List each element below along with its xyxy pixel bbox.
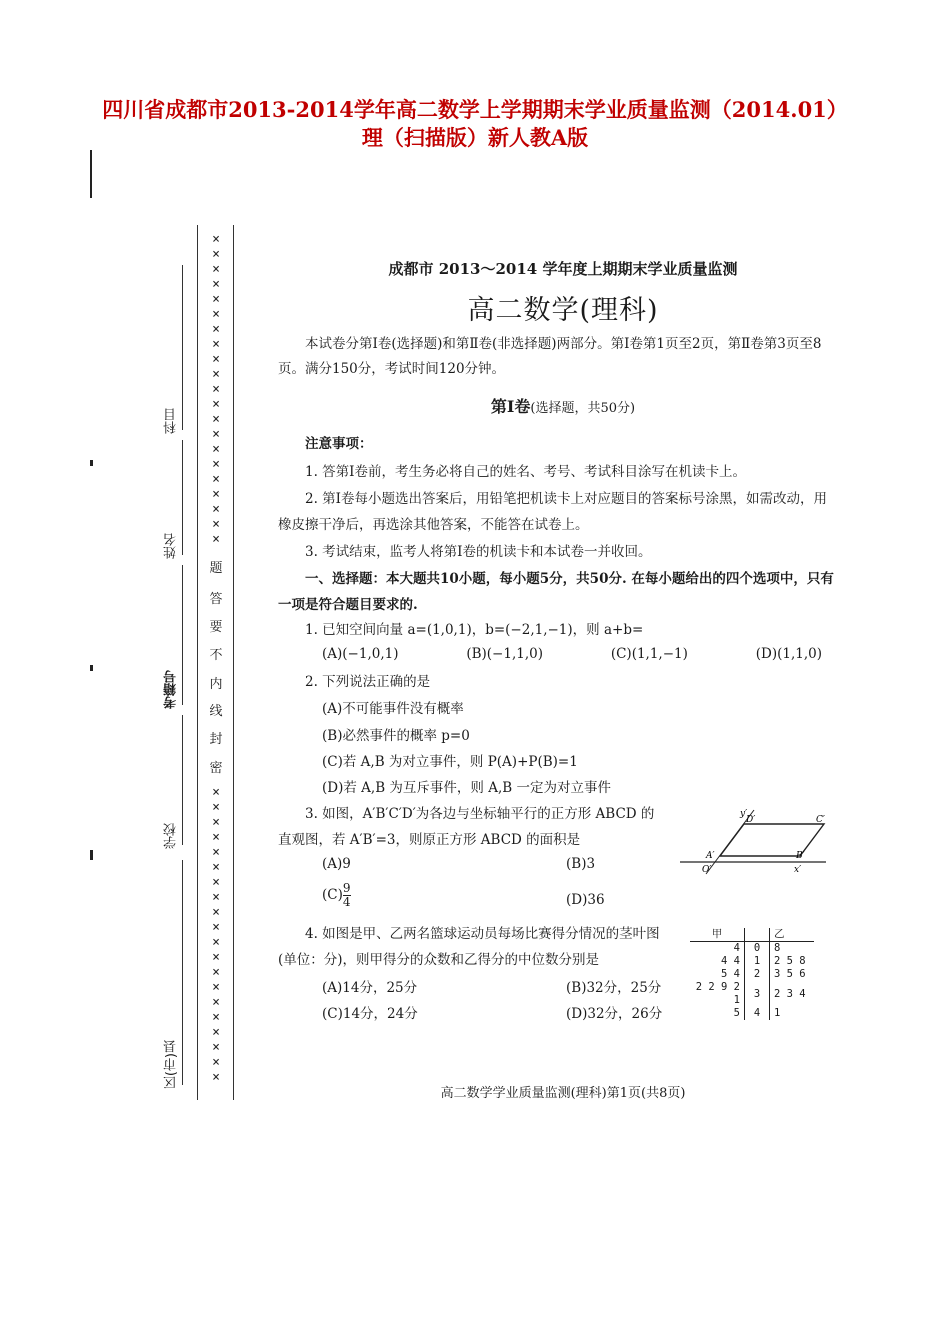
x-mark: × [212, 890, 220, 905]
seal-char: 封 [209, 732, 223, 747]
stem-leaf-stem: 2 [745, 968, 770, 981]
stem-leaf-row [690, 955, 814, 968]
stem-leaf-right: 3 5 6 [774, 968, 806, 980]
question-1-options [322, 646, 822, 662]
document-title-line2: 理（扫描版）新人教A版 [361, 125, 589, 150]
label-y: y′ [740, 809, 748, 819]
option: (B)(−1,1,0) [466, 646, 543, 662]
oblique-square-figure [676, 806, 836, 878]
option: (C)14分，24分 [322, 1006, 418, 1022]
stem-leaf-row [690, 968, 814, 981]
question-1: 1. 已知空间向量 a=(1,0,1)，b=(−2,1,−1)，则 a+b= [305, 622, 644, 638]
x-mark: × [212, 247, 220, 262]
exam-header: 成都市 2013～2014 学年度上期期末学业质量监测 [388, 260, 738, 278]
label-c: C′ [816, 815, 825, 825]
question-4-line1: 4. 如图是甲、乙两名篮球运动员每场比赛得分情况的茎叶图 [305, 926, 660, 942]
option: (B)必然事件的概率 p=0 [322, 728, 470, 744]
x-mark: × [212, 322, 220, 337]
x-mark: × [212, 950, 220, 965]
document-title-line1: 四川省成都市2013-2014学年高二数学上学期期末学业质量监测（2014.01） [102, 97, 848, 122]
field-label: 区(市)县 [164, 1039, 179, 1089]
stem-leaf-stem: 0 [745, 942, 770, 956]
option: (D)32分，26分 [566, 1006, 663, 1022]
x-mark: × [212, 980, 220, 995]
seal-char: 答 [209, 592, 223, 607]
x-mark: × [212, 830, 220, 845]
x-mark: × [212, 1040, 220, 1055]
x-mark: × [212, 307, 220, 322]
stem-leaf-left: 2 2 9 2 1 [695, 981, 740, 1006]
field-school [148, 715, 198, 849]
x-mark: × [212, 262, 220, 277]
field-subject [148, 265, 198, 434]
stem-leaf-right: 8 [774, 942, 781, 954]
x-mark: × [212, 965, 220, 980]
stem-leaf-row [690, 942, 814, 956]
option: (A)9 [322, 856, 351, 872]
stem-leaf-stem: 4 [745, 1007, 770, 1020]
stem-leaf-row [690, 981, 814, 1007]
x-mark: × [212, 905, 220, 920]
x-mark: × [212, 1055, 220, 1070]
x-mark: × [212, 442, 220, 457]
seal-char: 题 [209, 561, 223, 576]
x-mark: × [212, 412, 220, 427]
x-mark: × [212, 472, 220, 487]
seal-char: 不 [209, 648, 223, 663]
option: (C)(1,1,−1) [610, 646, 688, 662]
x-mark: × [212, 800, 220, 815]
option: (D)若 A,B 为互斥事件，则 A,B 一定为对立事件 [322, 780, 611, 796]
document-title [0, 96, 950, 152]
field-name [148, 440, 198, 559]
stem-leaf-left: 4 [733, 942, 740, 954]
option: (A)不可能事件没有概率 [322, 701, 464, 717]
x-mark: × [212, 1070, 220, 1085]
scan-mark [90, 150, 92, 198]
stem-leaf-left: 4 4 [721, 955, 740, 967]
scan-mark [90, 460, 93, 466]
fraction: $\frac{9}{4}$ [342, 881, 351, 909]
label-o: O′ [702, 865, 712, 875]
x-mark: × [212, 427, 220, 442]
x-mark: × [212, 292, 220, 307]
field-label: 姓名 [164, 533, 179, 559]
notice-item: 2. 第Ⅰ卷每小题选出答案后，用铅笔把机读卡上对应题目的答案标号涂黑，如需改动，用橡皮擦干净后，再选涂其他答案，不能答在试卷上。 [278, 491, 828, 533]
option: (D)36 [566, 892, 605, 908]
field-district [148, 860, 198, 1089]
x-mark: × [212, 1010, 220, 1025]
stem-leaf-right: 1 [774, 1007, 781, 1019]
exam-subject: 高二数学(理科) [467, 295, 659, 326]
notice-item: 1. 答第Ⅰ卷前，考生务必将自己的姓名、考号、考试科目涂写在机读卡上。 [305, 464, 747, 480]
seal-char: 要 [209, 620, 223, 635]
scan-mark [90, 665, 93, 671]
question-4-line2: (单位：分)，则甲得分的众数和乙得分的中位数分别是 [278, 952, 600, 968]
stem-leaf-left: 5 [733, 1007, 740, 1019]
section-heading: 一、选择题：本大题共10小题，每小题5分，共50分. 在每小题给出的四个选项中，只有一项是符合题目要求的. [278, 571, 834, 613]
x-mark: × [212, 875, 220, 890]
label-b: B′ [796, 851, 805, 861]
label-x: x′ [794, 865, 802, 875]
label-a: A′ [706, 851, 715, 861]
x-mark: × [212, 785, 220, 800]
exam-intro: 本试卷分第Ⅰ卷(选择题)和第Ⅱ卷(非选择题)两部分。第Ⅰ卷第1页至2页，第Ⅱ卷第3页至8页。满分150分，考试时间120分钟。 [278, 336, 822, 377]
x-mark: × [212, 352, 220, 367]
seal-char: 内 [209, 677, 223, 692]
stem-leaf-right: 2 3 4 [774, 987, 806, 1000]
option: (B)32分，25分 [566, 980, 662, 996]
seal-char: 密 [209, 761, 223, 776]
x-mark: × [212, 995, 220, 1010]
option: (C)若 A,B 为对立事件，则 P(A)+P(B)=1 [322, 754, 578, 770]
x-mark: × [212, 920, 220, 935]
x-mark: × [212, 1025, 220, 1040]
option: (A)(−1,0,1) [322, 646, 399, 662]
stem-leaf-stem: 3 [745, 981, 770, 1007]
field-exam-number [148, 565, 198, 709]
x-column-bottom [205, 785, 227, 1095]
margin-line-inner [233, 225, 234, 1100]
stem-leaf-left: 5 4 [721, 968, 740, 980]
x-mark: × [212, 277, 220, 292]
label-d: D′ [746, 815, 756, 825]
notice-item: 3. 考试结束，监考人将第Ⅰ卷的机读卡和本试卷一并收回。 [305, 544, 652, 560]
stem-leaf-header-right: 乙 [770, 928, 815, 942]
stem-leaf-header-left: 甲 [690, 928, 745, 942]
question-2: 2. 下列说法正确的是 [305, 674, 431, 690]
question-3-line2: 直观图，若 A′B′=3，则原正方形 ABCD 的面积是 [278, 832, 581, 848]
x-mark: × [212, 517, 220, 532]
stem-leaf-plot [690, 928, 830, 1020]
x-mark: × [212, 367, 220, 382]
option: (B)3 [566, 856, 596, 872]
x-mark: × [212, 457, 220, 472]
x-mark: × [212, 232, 220, 247]
x-mark: × [212, 487, 220, 502]
x-mark: × [212, 845, 220, 860]
stem-leaf-right: 2 5 8 [774, 955, 806, 967]
field-label: 学校 [164, 823, 179, 849]
x-mark: × [212, 860, 220, 875]
x-mark: × [212, 337, 220, 352]
notice-title: 注意事项： [305, 436, 373, 452]
scan-mark [90, 850, 93, 860]
stem-leaf-row [690, 1007, 814, 1020]
x-mark: × [212, 532, 220, 547]
question-3-line1: 3. 如图，A′B′C′D′为各边与坐标轴平行的正方形 ABCD 的 [305, 806, 655, 822]
x-mark: × [212, 382, 220, 397]
field-label: 考籍号 [164, 670, 179, 709]
stem-leaf-stem: 1 [745, 955, 770, 968]
option: (D)(1,1,0) [755, 646, 822, 662]
option: (A)14分，25分 [322, 980, 418, 996]
field-label: 科目 [164, 408, 179, 434]
option: (C) $\frac{9}{4}$ [322, 881, 351, 909]
page-footer: 高二数学学业质量监测(理科)第1页(共8页) [440, 1086, 686, 1101]
x-mark: × [212, 502, 220, 517]
x-mark: × [212, 815, 220, 830]
x-column-top [205, 232, 227, 557]
x-mark: × [212, 397, 220, 412]
part-title: 第Ⅰ卷(选择题，共50分) [490, 397, 636, 416]
x-mark: × [212, 935, 220, 950]
seal-char: 线 [209, 704, 223, 719]
